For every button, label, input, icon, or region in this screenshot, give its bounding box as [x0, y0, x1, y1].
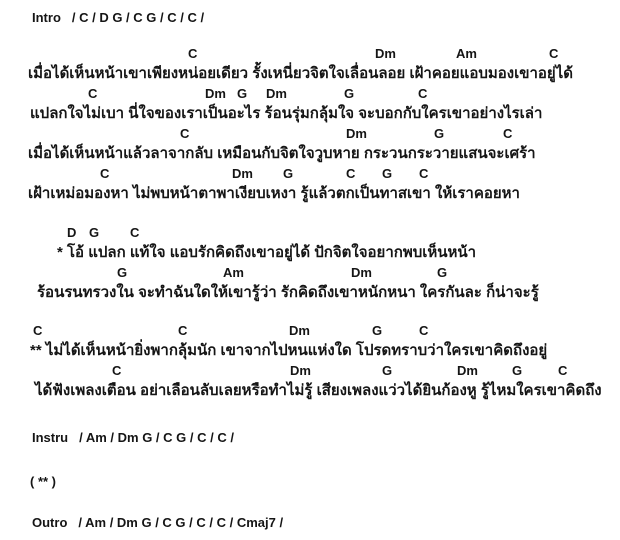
chorus-star [0, 225, 620, 305]
lyric-line: ได้ฟังเพลงเตือน อย่าเลือนลับเลยหรือทำไม่รู้ เสียงเพลงแว่วได้ยินก้องหู รู้ไหมใครเขาคิดถึง [35, 382, 602, 399]
chord-C: C [419, 166, 429, 181]
chord-C: C [180, 126, 190, 141]
chord-Dm: Dm [266, 86, 287, 101]
chord-Dm: Dm [232, 166, 253, 181]
chord-Dm: Dm [205, 86, 226, 101]
chord-G: G [512, 363, 523, 378]
chord-Am: Am [223, 265, 244, 280]
chord-G: G [372, 323, 383, 338]
chord-Dm: Dm [375, 46, 396, 61]
chord-C: C [130, 225, 140, 240]
chord-row [0, 126, 620, 143]
chord-C: C [418, 86, 428, 101]
chord-Dm: Dm [346, 126, 367, 141]
section-label: Instru [32, 430, 69, 445]
chord-G: G [437, 265, 448, 280]
chord-G: G [434, 126, 445, 141]
repeat-marker: ( ** ) [30, 474, 56, 489]
chord-G: G [237, 86, 248, 101]
chord-G: G [117, 265, 128, 280]
chord-G: G [382, 363, 393, 378]
section-instru [0, 429, 620, 447]
chord-G: G [382, 166, 393, 181]
chord-row [0, 265, 620, 282]
chord-C: C [112, 363, 122, 378]
chord-row [0, 86, 620, 103]
lyric-line: เมื่อได้เห็นหน้าเขาเพียงหน่อยเดียว รั้งเหนี่ยวจิตใจเลื่อนลอย เฝ้าคอยแอบมองเขาอยู่ได้ [28, 65, 573, 82]
chord-row [0, 225, 620, 242]
lyric-line: แปลกใจไม่เบา นี่ใจของเราเป็นอะไร ร้อนรุ่มกลุ้มใจ จะบอกกับใครเขาอย่างไรเล่า [30, 105, 543, 122]
chord-D: D [67, 225, 77, 240]
chord-row [0, 166, 620, 183]
lyric-line: เมื่อได้เห็นหน้าแล้วลาจากลับ เหมือนกับจิตใจวูบหาย กระวนกระวายแสนจะเศร้า [28, 145, 536, 162]
song-body [0, 46, 620, 403]
chord-C: C [419, 323, 429, 338]
lyric-line: ร้อนรนทรวงใน จะทำฉันใดให้เขารู้ว่า รักคิดถึงเขาหนักหนา ใครกันละ ก็น่าจะรู้ [37, 284, 539, 301]
chord-C: C [178, 323, 188, 338]
chord-Dm: Dm [351, 265, 372, 280]
chord-C: C [558, 363, 568, 378]
section-label: Intro [32, 10, 61, 25]
chord-C: C [346, 166, 356, 181]
lyric-line: * โอ้ แปลก แท้ใจ แอบรักคิดถึงเขาอยู่ได้ ปักจิตใจอยากพบเห็นหน้า [57, 244, 477, 261]
chord-Am: Am [456, 46, 477, 61]
chord-C: C [188, 46, 198, 61]
lyric-line: เฝ้าเหม่อมองหา ไม่พบหน้าตาพาเงียบเหงา รู้แล้วตกเป็นทาสเขา ให้เราคอยหา [28, 185, 520, 202]
section-label: Outro [32, 515, 68, 530]
section-chord-progression: / C / D G / C G / C / C / [71, 10, 205, 25]
chord-C: C [549, 46, 559, 61]
section-chord-progression: / Am / Dm G / C G / C / C / [79, 430, 234, 445]
chord-row [0, 46, 620, 63]
section-chord-progression: / Am / Dm G / C G / C / C / Cmaj7 / [78, 515, 284, 530]
chord-C: C [503, 126, 513, 141]
chord-G: G [344, 86, 355, 101]
chord-Dm: Dm [290, 363, 311, 378]
lyric-line: ** ไม่ได้เห็นหน้ายิ่งพากลุ้มนัก เขาจากไปหนแห่งใด โปรดทราบว่าใครเขาคิดถึงอยู่ [30, 342, 548, 359]
chord-C: C [88, 86, 98, 101]
chord-G: G [89, 225, 100, 240]
section-intro [0, 9, 620, 27]
chord-Dm: Dm [457, 363, 478, 378]
chord-Dm: Dm [289, 323, 310, 338]
chord-row [0, 323, 620, 340]
chorus-double-star [0, 323, 620, 403]
verse-1 [0, 46, 620, 206]
chord-C: C [100, 166, 110, 181]
chord-row [0, 363, 620, 380]
chord-C: C [33, 323, 43, 338]
section-outro [0, 514, 620, 532]
chord-G: G [283, 166, 294, 181]
